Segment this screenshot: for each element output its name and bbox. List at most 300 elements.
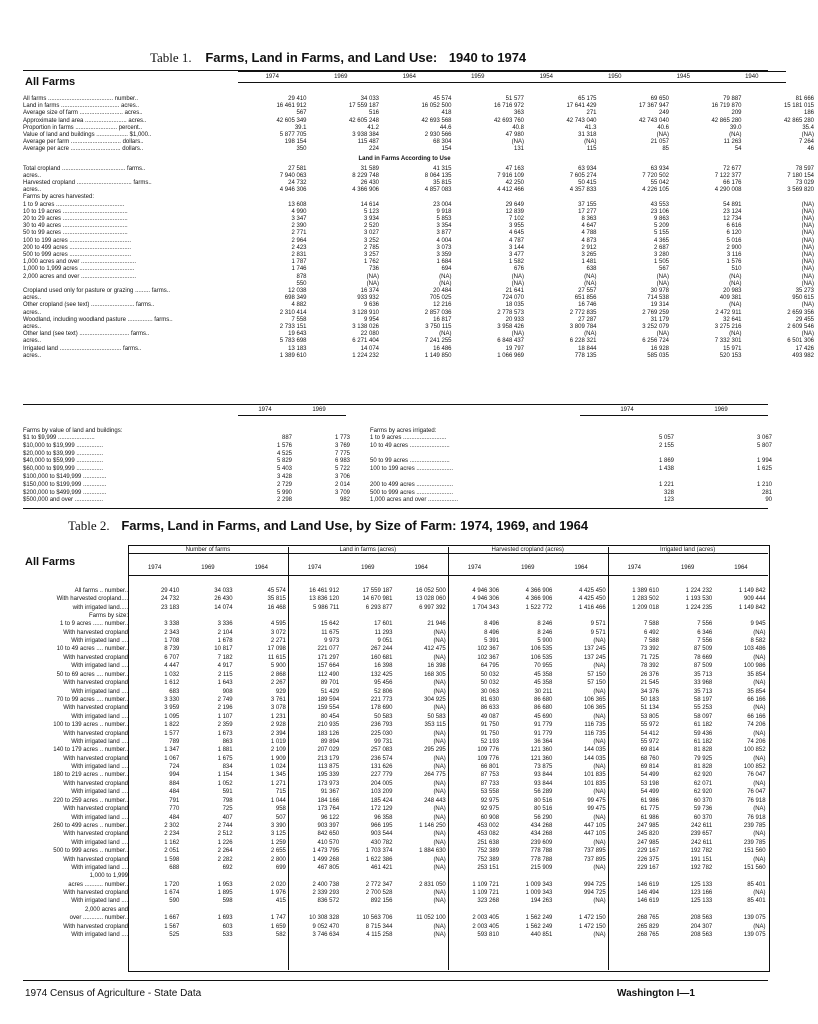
table2-cell: (NA) bbox=[433, 806, 446, 813]
table2-cell: (NA) bbox=[753, 923, 766, 930]
table2-row-label: 260 to 499 acres .. number.. bbox=[53, 822, 128, 829]
table1-use-row-cell: 42 250 bbox=[505, 180, 524, 186]
table1-row-cell: 2 930 566 bbox=[424, 132, 452, 138]
table2-cell: 139 075 bbox=[743, 915, 766, 921]
table2-cell: 229 167 bbox=[637, 864, 659, 871]
table1-use-row-cell: 1 576 bbox=[726, 259, 742, 266]
table1-use-row-cell: 4 857 083 bbox=[424, 187, 452, 194]
table2-cell: 14 074 bbox=[214, 604, 233, 611]
table2-cell: 56 290 bbox=[534, 814, 553, 821]
table2-cell bbox=[396, 613, 449, 621]
table2-cell: 87 509 bbox=[693, 663, 713, 670]
table2-cell: (NA) bbox=[753, 629, 766, 636]
table2-cell bbox=[716, 873, 769, 881]
table2-cell: 35 854 bbox=[747, 671, 766, 678]
table2-cell bbox=[503, 873, 556, 881]
table2-cell: 171 297 bbox=[317, 655, 340, 661]
table1-label: Table 1. bbox=[150, 50, 192, 65]
table2-cell: 467 805 bbox=[317, 864, 340, 871]
table2-cell: 16 398 bbox=[374, 663, 393, 670]
table1-use-row-cell: 510 bbox=[731, 266, 742, 273]
table2-cell: 3 330 bbox=[164, 696, 180, 703]
table1-use-row-cell: 409 381 bbox=[719, 295, 742, 302]
table2-cell: 3 959 bbox=[164, 705, 180, 712]
table2-cell: 2 234 bbox=[164, 831, 180, 838]
table2-cell: 1 953 bbox=[217, 881, 233, 888]
table2-cell: 2 868 bbox=[270, 671, 286, 678]
table1-row-cell: 47 980 bbox=[505, 132, 524, 138]
table2-row bbox=[23, 907, 770, 915]
table2-cell: 55 972 bbox=[640, 738, 659, 745]
table1-use-row-cell: 63 934 bbox=[650, 165, 669, 172]
table1-row-cell: (NA) bbox=[729, 132, 742, 138]
table1-use-row-cell: 550 bbox=[296, 280, 307, 287]
table2-cell: 81 828 bbox=[693, 747, 713, 754]
table1-use-row-cell: 2 912 bbox=[581, 244, 597, 251]
table2-cell: 173 764 bbox=[317, 806, 340, 813]
table2-cell: 590 bbox=[169, 898, 180, 905]
table2-row-label: With harvested cropland bbox=[63, 781, 128, 787]
table1-row-cell: 186 bbox=[803, 110, 814, 117]
table2-cell bbox=[716, 907, 769, 915]
table2-cell: 2 749 bbox=[217, 696, 233, 703]
table1-use-row-cell: 950 615 bbox=[792, 295, 814, 302]
table2-row-label: With harvested cropland bbox=[63, 680, 128, 687]
table2-cell: 123 166 bbox=[690, 890, 713, 897]
table2-row bbox=[23, 823, 770, 831]
table1-value-farms-cell: 5 829 bbox=[276, 458, 292, 465]
table2-cell bbox=[450, 907, 503, 915]
table2-cell bbox=[343, 613, 396, 621]
table1-use-row-cell: 3 809 784 bbox=[569, 324, 597, 330]
table2-cell: 55 972 bbox=[640, 722, 659, 728]
table2-cell: 591 bbox=[222, 789, 233, 796]
table2-cell: (NA) bbox=[433, 898, 446, 905]
table2-cell: 2 744 bbox=[217, 822, 233, 829]
table2-cell: 1 674 bbox=[164, 890, 180, 897]
table2-cell: 144 035 bbox=[583, 747, 606, 754]
table1-irrigated-farms-row bbox=[370, 443, 776, 451]
table2-cell: 1 149 842 bbox=[738, 604, 766, 611]
table1-use-row-cell: 14 074 bbox=[360, 345, 379, 352]
table2-cell: 778 788 bbox=[530, 848, 553, 854]
table2-row-label: With irrigated land .... bbox=[71, 738, 128, 745]
table1-value-farms-cell: 2 014 bbox=[334, 481, 350, 488]
table1-row-label: Proportion in farms ......................... percent.. bbox=[23, 124, 143, 131]
table2-cell: 1 347 bbox=[164, 747, 180, 754]
table1-use-row-cell: 12 839 bbox=[505, 208, 524, 215]
table1-value-farms-row-label: $150,000 to $199,999 .............. bbox=[23, 481, 107, 488]
table2-row-label: With irrigated land .... bbox=[71, 789, 128, 796]
table1-use-row-cell: 3 027 bbox=[363, 230, 379, 237]
table1-use-row-cell: 705 025 bbox=[429, 295, 452, 302]
table1-irrigated-farms-cell: 2 155 bbox=[658, 442, 674, 449]
table1-year-1945: 1945 bbox=[676, 74, 690, 80]
table1-value-farms-cell: 4 525 bbox=[276, 450, 292, 457]
table2-cell: 139 075 bbox=[743, 931, 766, 938]
table1-use-row-cell: (NA) bbox=[656, 273, 669, 280]
table1-use-row-cell: 651 856 bbox=[574, 295, 597, 302]
table1-use-row-cell: (NA) bbox=[511, 331, 524, 338]
table1-use-row-cell: (NA) bbox=[366, 273, 379, 280]
table1-use-row-cell: 8 064 135 bbox=[424, 172, 452, 179]
table2-cell: 7 588 bbox=[643, 621, 659, 628]
table2-year-1964: 1964 bbox=[574, 565, 588, 571]
table1-value-farms-cell: 7 775 bbox=[334, 450, 350, 457]
table2-cell: 73 392 bbox=[640, 646, 659, 653]
table1-row-cell: 69 650 bbox=[650, 96, 669, 102]
table1-row-cell: 7 264 bbox=[798, 139, 814, 146]
table1-use-row-cell: 50 415 bbox=[578, 180, 597, 186]
table1-use-row-label: 1 to 9 acres ......................................... bbox=[23, 201, 125, 208]
table2-cell bbox=[130, 907, 183, 915]
table2-cell: 4 946 306 bbox=[472, 596, 500, 603]
table1-use-row-cell: 3 750 115 bbox=[425, 324, 452, 330]
table1-use-row-cell: 23 106 bbox=[650, 208, 669, 215]
table2-cell: 1 678 bbox=[217, 638, 233, 645]
table2-cell: 688 bbox=[169, 864, 180, 871]
table2-row bbox=[23, 739, 770, 747]
table2-cell: (NA) bbox=[593, 663, 606, 670]
table2-cell: 137 245 bbox=[583, 655, 606, 661]
table2-cell: 353 115 bbox=[424, 722, 446, 728]
table1-use-row-cell: 35 273 bbox=[795, 288, 814, 294]
table1-row-label: Approximate land area ......................... acres.. bbox=[23, 117, 147, 124]
table1-use-row-cell: (NA) bbox=[801, 273, 814, 280]
table2-cell: 603 bbox=[222, 923, 233, 930]
table2-cell: 51 134 bbox=[640, 705, 659, 712]
table1-value-farms-cell: 3 428 bbox=[276, 474, 292, 480]
table1-use-row-cell: 9 954 bbox=[363, 316, 379, 323]
table1-use-row-cell: (NA) bbox=[801, 237, 814, 244]
table2-cell: 78 392 bbox=[640, 663, 659, 670]
table2-cell: (NA) bbox=[433, 856, 446, 863]
table2-cell: 6 997 392 bbox=[419, 604, 446, 611]
table2-cell: 699 bbox=[275, 864, 286, 871]
table2-cell: 683 bbox=[169, 688, 180, 695]
table1-use-row-cell: 3 477 bbox=[508, 252, 524, 258]
table1-value-farms-title: Farms by value of land and buildings: bbox=[23, 428, 123, 434]
table2-cell: 1 162 bbox=[164, 839, 180, 846]
table1-use-row-cell: 31 589 bbox=[360, 165, 379, 172]
table2-cell: 1 209 018 bbox=[632, 604, 659, 611]
table1-use-row-cell: (NA) bbox=[584, 331, 597, 338]
table2-cell: 30 063 bbox=[480, 688, 500, 695]
table2-cell bbox=[396, 907, 449, 915]
table1-use-row-cell: 7 940 063 bbox=[279, 172, 307, 179]
table2-cell: (NA) bbox=[753, 890, 766, 897]
table2-cell: 1 472 150 bbox=[578, 923, 606, 930]
table1-use-row-cell: 41 315 bbox=[433, 165, 452, 172]
table2-cell bbox=[610, 613, 663, 621]
table1-use-row-cell: (NA) bbox=[801, 208, 814, 215]
table1-value-farms-row bbox=[23, 435, 354, 443]
table1-use-row-cell: 3 359 bbox=[436, 252, 452, 258]
table2-cell: 53 198 bbox=[640, 781, 659, 787]
table2-cell: 842 650 bbox=[317, 831, 340, 838]
table2-cell: 1 693 bbox=[217, 915, 233, 921]
table2-cell: 1 598 bbox=[164, 856, 180, 863]
table1-use-row-cell: 1 066 969 bbox=[497, 352, 524, 359]
table2-cell: 86 680 bbox=[534, 696, 553, 703]
table2-cell: 56 289 bbox=[534, 789, 553, 796]
table1-use-row-cell: 3 958 426 bbox=[497, 324, 524, 330]
table1-use-row-cell: 567 bbox=[658, 266, 669, 273]
table2-cell: 5 986 711 bbox=[312, 604, 340, 611]
table2-cell: 3 761 bbox=[270, 696, 286, 703]
table1-use-row-cell: 78 597 bbox=[795, 165, 814, 172]
table2-cell: 192 782 bbox=[690, 864, 713, 871]
table1-use-row-cell: 55 042 bbox=[650, 180, 669, 186]
table2-cell: 221 773 bbox=[370, 696, 393, 703]
table2-cell: (NA) bbox=[433, 923, 446, 930]
table2-cell: 2 267 bbox=[270, 680, 286, 687]
table1-use-row-cell: (NA) bbox=[801, 280, 814, 287]
table1-value-farms-cell: 1 773 bbox=[334, 435, 350, 441]
table2-cell: 60 370 bbox=[693, 814, 713, 821]
table2-cell: 99 475 bbox=[587, 806, 606, 813]
table2-cell: 221 077 bbox=[317, 646, 340, 653]
table1-use-row-label: 1,000 to 1,999 acres ................................. bbox=[23, 266, 135, 273]
table2-row-label: With harvested cropland bbox=[63, 730, 128, 737]
footer-rule bbox=[23, 980, 768, 981]
table2-cell: 146 619 bbox=[637, 898, 659, 905]
table2-cell: 836 572 bbox=[317, 898, 340, 905]
table1-row-cell: 209 bbox=[731, 110, 742, 117]
table1-use-row-cell: (NA) bbox=[729, 273, 742, 280]
table2-row-label: 70 to 99 acres .... number.. bbox=[56, 696, 128, 703]
table2-cell: 33 968 bbox=[693, 680, 713, 687]
table1-use-row-cell: 9 918 bbox=[436, 208, 452, 215]
table2-row bbox=[23, 756, 770, 764]
table1-use-row-cell: 2 687 bbox=[653, 244, 669, 251]
table2-row-label: All farms .. number.. bbox=[74, 588, 128, 594]
table2-cell: 184 166 bbox=[317, 797, 340, 804]
table1-use-row-cell: 26 430 bbox=[360, 180, 379, 186]
table2-cell: 69 814 bbox=[640, 747, 659, 754]
table1-use-row-cell: 20 933 bbox=[505, 316, 524, 323]
table2-cell: 323 268 bbox=[477, 898, 500, 905]
table1-value-farms-row bbox=[23, 443, 354, 451]
table1-use-row-cell: 1 481 bbox=[581, 259, 597, 266]
table1-use-row-cell: 1 224 232 bbox=[352, 352, 379, 359]
table2-cell: 151 560 bbox=[743, 864, 766, 871]
table1-use-row-cell: 19 643 bbox=[288, 331, 307, 338]
table2-cell: 239 609 bbox=[530, 839, 553, 846]
table2-cell: 151 560 bbox=[743, 848, 766, 854]
table2-cell: 929 bbox=[275, 688, 286, 695]
table1-use-row-cell: 7 241 255 bbox=[424, 338, 452, 345]
table2-cell: 173 973 bbox=[317, 781, 340, 787]
table2-cell: 9 571 bbox=[590, 621, 606, 628]
table1-use-row-cell: 714 538 bbox=[647, 295, 669, 302]
table2-cell: 2 020 bbox=[270, 881, 286, 888]
table1-use-row-cell: 4 226 105 bbox=[642, 187, 669, 194]
table2-cell: 76 047 bbox=[747, 789, 766, 796]
table1-value-farms-row-label: $20,000 to $39,999 ................ bbox=[23, 450, 104, 457]
table2-cell: 4 425 450 bbox=[578, 588, 606, 594]
table2-cell: 80 516 bbox=[534, 797, 553, 804]
table2-cell: 2 003 405 bbox=[472, 915, 500, 921]
table2-cell: 247 985 bbox=[637, 822, 659, 829]
table2-row-label: 220 to 259 acres .. number.. bbox=[53, 797, 128, 804]
table2-cell: 226 375 bbox=[637, 856, 659, 863]
table2-cell: (NA) bbox=[433, 789, 446, 796]
table2-cell: 724 bbox=[169, 764, 180, 771]
table2-cell: 112 490 bbox=[317, 671, 340, 678]
table2-row bbox=[23, 605, 770, 613]
table2-cell: 213 179 bbox=[317, 755, 340, 762]
table2-cell: 582 bbox=[275, 931, 286, 938]
table2-cell: 8 246 bbox=[537, 621, 553, 628]
table2-cell: 798 bbox=[222, 797, 233, 804]
table2-row bbox=[23, 924, 770, 932]
table1-use-row-cell: 5 016 bbox=[726, 237, 742, 244]
table2-cell: 1 259 bbox=[270, 839, 286, 846]
table1-row-cell: 131 bbox=[513, 146, 524, 153]
table2-row bbox=[23, 798, 770, 806]
table2-cell: (NA) bbox=[593, 688, 606, 695]
table2-cell: 16 398 bbox=[427, 663, 446, 670]
table2-cell: 1 708 bbox=[164, 638, 180, 645]
table1-irrigated-farms-cell: 1 625 bbox=[756, 466, 772, 473]
table2-cell: 45 690 bbox=[534, 713, 553, 720]
table2-cell: 8 739 bbox=[164, 646, 180, 653]
table2-group-header: Harvested cropland (acres) bbox=[448, 547, 608, 554]
table1-use-row-cell: 2 769 259 bbox=[642, 309, 669, 316]
table2-group-header: Irrigated land (acres) bbox=[608, 547, 768, 554]
table2-cell: 81 828 bbox=[693, 764, 713, 771]
table1-value-farms-cell: 2 298 bbox=[276, 497, 292, 504]
table2-cell: 7 556 bbox=[697, 621, 713, 628]
table2-cell: 96 358 bbox=[374, 814, 393, 821]
table2-cell: 2 800 bbox=[270, 856, 286, 863]
table2-cell: 6 492 bbox=[643, 629, 659, 636]
table2-row-label: With irrigated land .... bbox=[71, 688, 128, 695]
table1-row-label: All farms ....................................... number.. bbox=[23, 96, 139, 102]
table2-cell: 95 456 bbox=[374, 680, 393, 687]
table2-cell: 68 760 bbox=[640, 755, 659, 762]
table2-cell bbox=[290, 873, 343, 881]
table1-value-farms-row-label: $40,000 to $59,999 ................ bbox=[23, 458, 104, 465]
table2-cell: 1 562 249 bbox=[525, 923, 553, 930]
table2-cell: 484 bbox=[169, 789, 180, 796]
table2-row bbox=[23, 697, 770, 705]
table2-row bbox=[23, 781, 770, 789]
table1-row-cell: 35.4 bbox=[802, 124, 814, 131]
table2-cell: 86 680 bbox=[534, 705, 553, 712]
table1-year-1940: 1940 bbox=[745, 74, 759, 80]
table2-cell: 909 444 bbox=[743, 596, 766, 603]
table2-cell: 593 810 bbox=[477, 931, 500, 938]
table2-row-label: With irrigated land .... bbox=[71, 764, 128, 771]
table2-row bbox=[23, 672, 770, 680]
table2-cell: 507 bbox=[275, 814, 286, 821]
table2-cell: 1 224 235 bbox=[685, 604, 713, 611]
table2-cell bbox=[503, 613, 556, 621]
table2-row-label: With irrigated land .... bbox=[71, 814, 128, 821]
table2-cell: 4 917 bbox=[217, 663, 233, 670]
table1-use-row-cell: 17 277 bbox=[578, 208, 597, 215]
table2-cell: 2 302 bbox=[164, 822, 180, 829]
table2-cell: 160 681 bbox=[370, 655, 393, 661]
table2-cell: (NA) bbox=[753, 806, 766, 813]
table1-use-row-cell: 17 426 bbox=[795, 345, 814, 352]
table1-irrigated-farms-cell: 90 bbox=[765, 497, 772, 504]
table2-cell: 53 558 bbox=[480, 789, 500, 796]
table2-cell: (NA) bbox=[593, 764, 606, 771]
table2-cell: 172 129 bbox=[370, 806, 393, 813]
table2-cell: 26 376 bbox=[640, 671, 659, 678]
table1-row-cell: 271 bbox=[586, 110, 597, 117]
footer-source: 1974 Census of Agriculture - State Data bbox=[25, 988, 202, 999]
table1-value-farms-row-label: $60,000 to $99,999 ................ bbox=[23, 466, 104, 473]
table2-row bbox=[23, 596, 770, 604]
table2-row bbox=[23, 840, 770, 848]
table2-cell: 125 133 bbox=[690, 898, 713, 905]
table2-row-label: With harvested cropland bbox=[63, 755, 128, 762]
table1-irrigated-farms-row-label: 100 to 199 acres ...................... bbox=[370, 466, 454, 473]
table2-cell: 3 390 bbox=[270, 822, 286, 829]
table2-row bbox=[23, 747, 770, 755]
table2-cell bbox=[237, 613, 290, 621]
table2-cell: 13 836 120 bbox=[309, 596, 340, 603]
table2-cell: 121 360 bbox=[530, 755, 553, 762]
table2-cell: 1 577 bbox=[164, 730, 180, 737]
table2-row-label: 10 to 49 acres .... number.. bbox=[56, 646, 128, 653]
table1-row-cell: 16 719 870 bbox=[711, 103, 742, 110]
table1-use-row bbox=[23, 353, 818, 361]
table2-cell: 994 725 bbox=[583, 881, 606, 888]
table2-cell: 2 051 bbox=[164, 848, 180, 854]
table2-cell: 78 669 bbox=[693, 655, 713, 661]
table2-cell: (NA) bbox=[433, 738, 446, 745]
table1-years-span: 1940 to 1974 bbox=[448, 50, 527, 65]
table1-use-row-cell: 73 029 bbox=[795, 180, 814, 186]
table1-value-farms-row bbox=[23, 466, 354, 474]
table2-cell: (NA) bbox=[433, 638, 446, 645]
table2-cell: 412 475 bbox=[424, 646, 446, 653]
table1-use-row-cell: (NA) bbox=[801, 201, 814, 208]
table2-cell: 1 154 bbox=[217, 772, 233, 779]
table2-cell: 1 009 343 bbox=[525, 890, 553, 897]
table2-cell bbox=[130, 613, 183, 621]
table2-cell: 17 601 bbox=[374, 621, 393, 628]
table2-cell: 1 703 374 bbox=[365, 848, 393, 854]
table1-irrigated-farms-year-1974: 1974 bbox=[620, 407, 634, 413]
table1-row-cell: 16 052 500 bbox=[421, 103, 452, 110]
table1-row-cell: 42 743 040 bbox=[638, 117, 669, 124]
table1-use-row-cell: 3 252 079 bbox=[642, 324, 669, 330]
table2-cell bbox=[450, 873, 503, 881]
table1-use-row-cell: 778 135 bbox=[574, 352, 597, 359]
table2-cell: 1 499 268 bbox=[312, 856, 340, 863]
table1-year-1969: 1969 bbox=[334, 74, 348, 80]
table2-cell: 5 900 bbox=[537, 638, 553, 645]
table1-use-row-label: acres.. bbox=[23, 295, 42, 302]
table2-cell: 863 bbox=[222, 738, 233, 745]
table2-cell bbox=[237, 907, 290, 915]
table2-cell: 715 bbox=[275, 789, 286, 796]
table1-use-row-cell: 19 314 bbox=[650, 302, 669, 309]
table2-cell: 268 765 bbox=[637, 931, 659, 938]
table1-use-row-cell: 15 971 bbox=[723, 345, 742, 352]
table2-cell: 125 133 bbox=[690, 881, 713, 888]
table1-row-cell: 40.8 bbox=[512, 124, 524, 131]
table1-use-row-cell: 5 853 bbox=[436, 216, 452, 222]
table1-use-row-cell: 35 815 bbox=[433, 180, 452, 186]
table1-use-row-cell: 6 501 306 bbox=[787, 338, 814, 345]
